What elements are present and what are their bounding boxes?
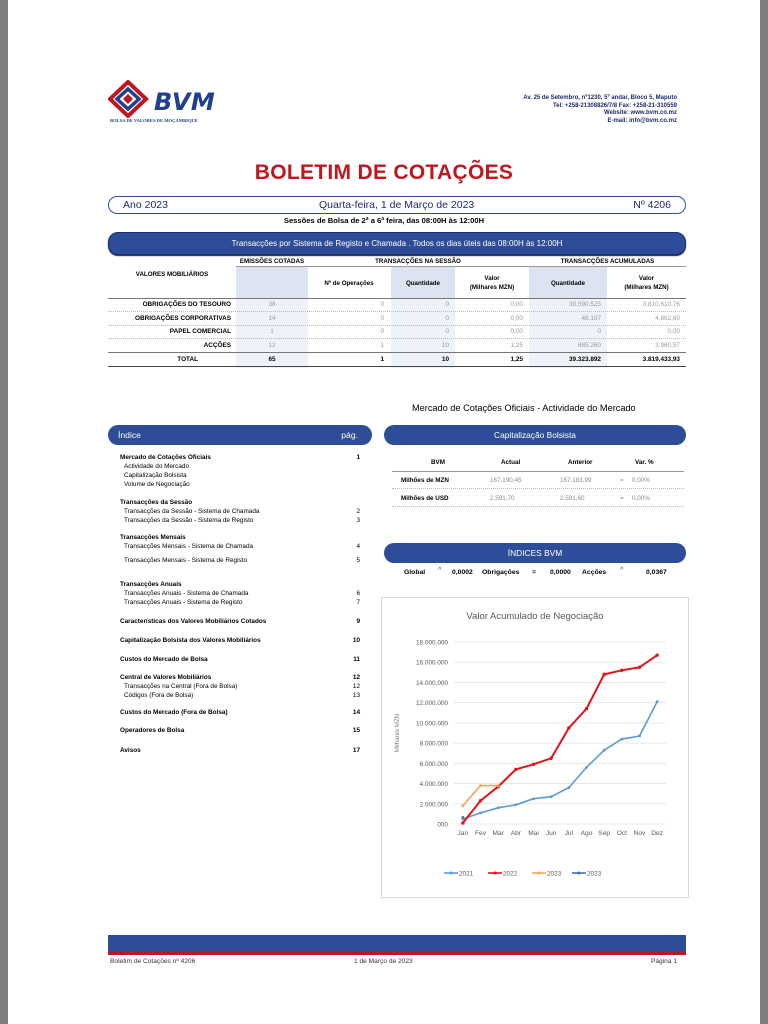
index-item-page: 3 — [356, 517, 360, 524]
footer-bar — [108, 935, 686, 955]
cell-valor-acum: 0,00 — [667, 328, 680, 335]
series-0 — [461, 700, 658, 820]
market-section-title: Mercado de Cotações Oficiais - Actividade do Mercado — [412, 403, 636, 413]
index-item-label: Transacções Anuais - Sistema de Chamada — [124, 590, 249, 597]
x-tick-label: Jan — [457, 830, 469, 837]
data-point — [638, 735, 641, 738]
legend-entry — [488, 871, 518, 878]
cell-valor-acum: 3.810.610,76 — [642, 301, 680, 308]
index-item-label: Códigos (Fora de Bolsa) — [124, 692, 194, 699]
index-item[interactable] — [120, 637, 360, 644]
index-item-page: 10 — [352, 637, 360, 644]
series-1 — [461, 653, 659, 824]
chart-container — [381, 597, 689, 898]
legend-marker — [450, 872, 453, 875]
index-item-label: Central de Valores Mobiliários — [120, 674, 212, 681]
index-item-label: Operadores de Bolsa — [120, 727, 185, 734]
x-tick-label: Jun — [545, 830, 557, 837]
row-label: OBRIGAÇÕES CORPORATIVAS — [135, 314, 231, 322]
logo-word: BVM — [154, 88, 216, 116]
contact-email[interactable]: E-mail: info@bvm.co.mz — [607, 117, 677, 124]
contact-address: Av. 25 de Setembro, nº1230, 5º andar, Bloco 5, Maputo — [523, 95, 677, 101]
cell-emissoes: 12 — [268, 341, 276, 349]
cap-sign: = — [620, 477, 624, 484]
cell-valor: 0,00 — [510, 328, 523, 335]
index-item-page: 17 — [352, 747, 360, 754]
index-item[interactable] — [124, 543, 364, 550]
index-name: Acções — [582, 569, 607, 576]
legend-marker — [578, 872, 581, 875]
cell-operacoes: 0 — [380, 328, 384, 335]
data-point — [479, 811, 482, 814]
data-point — [461, 816, 464, 819]
index-item[interactable] — [124, 508, 364, 515]
data-point — [585, 766, 588, 769]
y-tick-label: 18.000.000 — [416, 639, 448, 647]
footer-page: Página 1 — [650, 958, 677, 965]
x-tick-label: Oct — [616, 830, 627, 837]
index-title: Índice — [118, 430, 141, 440]
col-valor-acum-unit: (Milhares MZN) — [624, 284, 669, 291]
index-item[interactable] — [120, 618, 360, 625]
index-item-label: Transacções da Sessão - Sistema de Registo — [124, 517, 254, 524]
index-item-label: Mercado de Cotações Oficiais — [120, 454, 211, 461]
data-point — [655, 653, 658, 656]
x-tick-label: Jul — [564, 830, 574, 837]
col-valores: VALORES MOBILIÁRIOS — [135, 271, 209, 278]
data-point — [497, 784, 500, 787]
data-point — [461, 804, 464, 807]
col-valor: Valor — [484, 275, 500, 282]
index-item-label: Avisos — [120, 747, 141, 754]
bulletin-number: Nº 4206 — [633, 199, 671, 211]
cell-emissoes: 1 — [270, 328, 274, 335]
index-item-page: 12 — [352, 674, 360, 681]
page-title: BOLETIM DE COTAÇÕES — [254, 161, 514, 184]
index-item[interactable] — [124, 599, 364, 606]
data-point — [549, 757, 552, 760]
legend-marker — [494, 872, 497, 875]
bulletin-page — [8, 0, 760, 1024]
index-item[interactable] — [124, 557, 364, 564]
y-tick-label: 8.000.000 — [419, 740, 448, 748]
cell-valor: 1,25 — [510, 341, 523, 349]
index-item[interactable] — [120, 727, 360, 734]
logo-subtitle: BOLSA DE VALORES DE MOÇAMBIQUE — [110, 118, 198, 123]
bvm-logo — [108, 80, 248, 130]
index-page-label: pág. — [341, 430, 358, 440]
index-item-label: Volume de Negociação — [124, 481, 190, 488]
index-item[interactable] — [124, 463, 364, 470]
col-valor-acum: Valor — [638, 275, 655, 282]
legend-label: 2022 — [503, 870, 518, 878]
cap-row-label: Milhões de USD — [401, 495, 449, 502]
series-line — [463, 702, 657, 819]
table-row — [108, 298, 686, 311]
cell-quantidade: 0 — [445, 301, 449, 308]
cell-quant-acum: 0 — [597, 328, 601, 335]
legend-entry — [444, 871, 474, 878]
cell-operacoes: 0 — [380, 314, 384, 322]
row-label: PAPEL COMERCIAL — [169, 328, 231, 335]
index-item-label: Custos do Mercado (Fora de Bolsa) — [120, 709, 228, 716]
index-item-page: 1 — [356, 454, 360, 461]
table-row — [108, 312, 686, 325]
index-item-page: 7 — [356, 599, 360, 606]
data-point — [656, 700, 659, 703]
index-item-label: Transacções na Central (Fora de Bolsa) — [124, 683, 238, 690]
data-point — [550, 795, 553, 798]
cell-valor-acum: 3.960,57 — [655, 341, 680, 349]
y-tick-label: 16.000.000 — [416, 659, 448, 667]
col-acumuladas: TRANSACÇÕES ACUMULADAS — [560, 258, 655, 265]
index-value: 0,0000 — [550, 569, 571, 576]
cap-anterior: 2.591,60 — [560, 495, 585, 502]
legend-label: 2023 — [547, 870, 562, 878]
data-point — [567, 786, 570, 789]
transactions-bar: Transacções por Sistema de Registo e Chamada . Todos os dias úteis das 08:00H às 12:00H — [108, 232, 686, 255]
series-3 — [461, 816, 464, 819]
footer-center: 1 de Março de 2023 — [354, 958, 413, 965]
cap-anterior: 167.183,99 — [560, 477, 592, 484]
col-emissoes: EMISSÕES COTADAS — [239, 258, 305, 265]
x-tick-label: Mar — [492, 830, 504, 837]
index-value: 0,0002 — [452, 569, 473, 576]
x-tick-label: Abr — [510, 830, 521, 837]
cap-header: Anterior — [568, 459, 593, 466]
cell-emissoes: 65 — [268, 356, 276, 363]
contact-phone: Tel: +258-21308826/7/8 Fax: +258-21-310559 — [553, 102, 677, 109]
index-item-label: Características dos Valores Mobiliários Cotados — [120, 618, 267, 625]
index-item[interactable] — [120, 454, 360, 461]
index-name: Global — [404, 569, 426, 576]
index-value: 0,0367 — [646, 569, 667, 576]
index-item-label: Custos do Mercado de Bolsa — [120, 656, 208, 663]
cell-valor-acum: 3.819.433,93 — [642, 356, 680, 363]
total-row — [108, 353, 686, 366]
date-bar — [108, 196, 686, 214]
y-tick-label: 10.000.000 — [416, 720, 448, 728]
data-point — [479, 799, 482, 802]
index-item-page: 15 — [352, 727, 360, 734]
row-label: OBRIGAÇÕES DO TESOURO — [142, 301, 231, 308]
index-item[interactable] — [124, 472, 364, 479]
index-item[interactable] — [120, 534, 360, 541]
col-quantidade-acum: Quantidade — [550, 280, 586, 287]
sessions-info: Sessões de Bolsa de 2ª a 6ª feira, das 08:00H às 12:00H — [283, 216, 485, 225]
cell-valor: 0,00 — [510, 301, 523, 308]
year-label: Ano 2023 — [123, 199, 168, 211]
y-tick-label: 4.000.000 — [419, 781, 448, 789]
index-item-label: Transacções da Sessão — [120, 499, 193, 506]
cell-emissoes: 38 — [268, 301, 276, 308]
cell-valor: 0,00 — [510, 314, 523, 322]
index-item[interactable] — [124, 683, 364, 690]
index-item[interactable] — [124, 692, 364, 699]
cap-var: 0,00% — [632, 495, 650, 502]
cap-row-label: Milhões de MZN — [401, 477, 449, 484]
chart-title: Valor Acumulado de Negociação — [466, 611, 604, 622]
data-point — [514, 768, 517, 771]
data-point — [567, 726, 570, 729]
cell-operacoes: 1 — [380, 341, 384, 349]
cell-quant-acum: 39.323.892 — [569, 356, 601, 363]
col-valor-unit: (Milhares MZN) — [469, 284, 515, 291]
data-point — [603, 749, 606, 752]
data-point — [532, 763, 535, 766]
cell-quantidade: 10 — [441, 356, 449, 363]
index-item-page: 5 — [356, 557, 360, 564]
index-item-page: 9 — [356, 618, 360, 625]
indices-bar: ÍNDICES BVM — [384, 543, 686, 563]
index-item-page: 6 — [356, 590, 360, 597]
series-line — [463, 655, 657, 823]
col-operacoes: Nº de Operações — [324, 280, 374, 287]
index-item-page: 14 — [352, 709, 360, 716]
x-tick-label: Ago — [580, 830, 593, 837]
data-point — [620, 669, 623, 672]
index-bar — [108, 425, 372, 445]
data-point — [585, 707, 588, 710]
data-point — [497, 806, 500, 809]
index-item[interactable] — [120, 656, 360, 663]
cap-sign: = — [620, 495, 624, 502]
up-arrow-icon: ^ — [620, 567, 624, 573]
x-tick-label: Sep — [598, 830, 611, 837]
col-quantidade: Quantidade — [405, 280, 441, 287]
cell-quant-acum: 48.107 — [581, 314, 601, 322]
index-item-page: 4 — [356, 543, 360, 550]
index-item[interactable] — [120, 674, 360, 681]
index-item[interactable] — [124, 481, 364, 488]
y-tick-label: 12.000.000 — [416, 700, 448, 708]
cap-header: BVM — [431, 459, 445, 466]
table-row — [108, 325, 686, 338]
index-item-page: 12 — [352, 683, 360, 690]
data-point — [638, 666, 641, 669]
cap-header: Actual — [501, 459, 521, 466]
index-item-page: 13 — [352, 692, 360, 699]
x-tick-label: Dez — [651, 830, 664, 837]
data-point — [514, 803, 517, 806]
data-point — [620, 738, 623, 741]
cell-emissoes: 14 — [268, 314, 276, 322]
equal-sign: = — [532, 569, 536, 576]
footer-left: Boletim de Cotações nº 4206 — [110, 958, 196, 965]
contact-block — [523, 95, 677, 125]
x-tick-label: Nov — [633, 830, 646, 837]
bvm-logo-icon — [108, 80, 150, 118]
data-point — [479, 784, 482, 787]
index-item[interactable] — [120, 499, 360, 506]
cell-quantidade: 0 — [445, 314, 449, 322]
legend-label: 2023 — [587, 870, 602, 878]
legend-label: 2021 — [459, 870, 474, 878]
cell-operacoes: 0 — [380, 301, 384, 308]
data-point — [532, 797, 535, 800]
index-item-label: Capitalização Bolsista — [124, 472, 187, 479]
contact-website[interactable]: Website: www.bvm.co.mz — [603, 110, 677, 117]
index-item[interactable] — [124, 590, 364, 597]
index-item-label: Transacções da Sessão - Sistema de Chamada — [124, 508, 260, 515]
index-item-label: Transacções Anuais - Sistema de Registo — [124, 599, 243, 606]
index-item[interactable] — [120, 581, 360, 588]
cell-valor: 1,25 — [510, 356, 523, 363]
cap-actual: 2.591,70 — [490, 495, 515, 502]
cell-quant-acum: 685.260 — [577, 341, 601, 349]
date-label: Quarta-feira, 1 de Março de 2023 — [319, 199, 475, 211]
y-tick-label: 6.000.000 — [419, 760, 448, 768]
index-item-label: Actividade do Mercado — [124, 463, 190, 470]
index-item-label: Transacções Mensais — [120, 534, 186, 541]
row-label: TOTAL — [177, 356, 198, 363]
index-name: Obrigações — [482, 569, 520, 576]
index-item-page: 2 — [356, 508, 360, 515]
row-label: ACÇÕES — [203, 341, 231, 349]
index-item-label: Transacções Anuais — [120, 581, 182, 588]
cap-actual: 167.190,45 — [490, 477, 522, 484]
y-axis-label: Milhares MZN — [394, 713, 401, 753]
legend-entry — [532, 871, 562, 878]
up-arrow-icon: ^ — [438, 567, 442, 573]
cell-quantidade: 10 — [441, 341, 449, 349]
index-item[interactable] — [120, 709, 360, 716]
index-item-page: 11 — [353, 656, 360, 663]
x-tick-label: Mai — [528, 830, 539, 837]
index-item-label: Transacções Mensais - Sistema de Registo — [124, 557, 248, 564]
y-tick-label: 2.000.000 — [419, 801, 448, 809]
table-row — [108, 339, 686, 352]
index-item-label: Capitalização Bolsista dos Valores Mobiliários — [120, 637, 261, 644]
cap-header: Var. % — [635, 459, 654, 466]
legend-entry — [572, 871, 602, 878]
y-tick-label: 000 — [437, 821, 448, 829]
index-item[interactable] — [124, 517, 364, 524]
index-item-label: Transacções Mensais - Sistema de Chamada — [124, 543, 254, 550]
cell-quant-acum: 38.590.525 — [569, 301, 601, 308]
cell-operacoes: 1 — [380, 356, 384, 363]
capitalizacao-bar: Capitalização Bolsista — [384, 425, 686, 445]
col-sessao: TRANSACÇÕES NA SESSÃO — [375, 258, 461, 265]
x-tick-label: Fev — [475, 830, 486, 837]
series-line — [463, 786, 498, 806]
legend-marker — [538, 872, 541, 875]
index-item[interactable] — [120, 747, 360, 754]
y-tick-label: 14.000.000 — [416, 679, 448, 687]
cap-var: 0,00% — [632, 477, 650, 484]
cell-valor-acum: 4.862,60 — [655, 314, 680, 322]
data-point — [602, 673, 605, 676]
cumulative-value-chart — [382, 598, 688, 897]
data-point — [461, 821, 464, 824]
cell-quantidade: 0 — [445, 328, 449, 335]
